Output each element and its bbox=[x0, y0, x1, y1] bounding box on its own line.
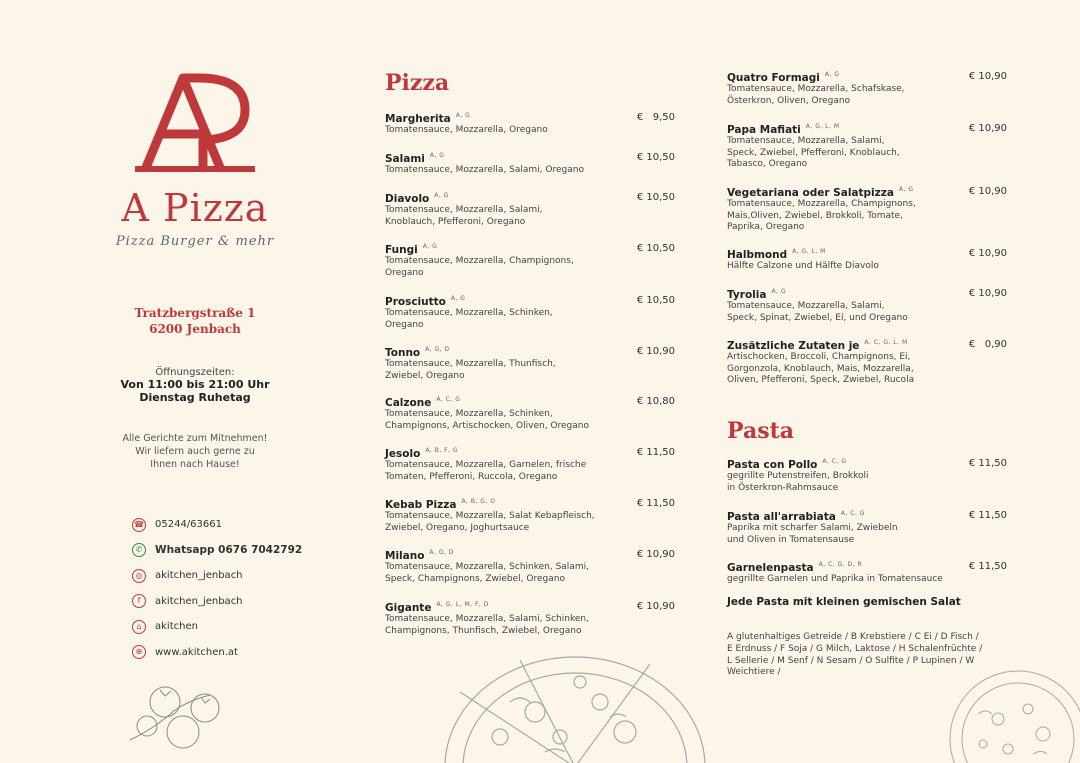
menu-item bbox=[727, 123, 1007, 171]
menu-item bbox=[385, 295, 675, 331]
allergen-codes: A, G, L, M bbox=[792, 248, 826, 255]
whatsapp-icon: ✆ bbox=[132, 543, 146, 557]
contact-text: www.akitchen.at bbox=[155, 646, 238, 658]
pizza-plate-sketch-icon bbox=[948, 664, 1080, 763]
contact-text: akitchen_jenbach bbox=[155, 570, 243, 582]
ap-monogram-logo bbox=[135, 70, 255, 180]
brand-tagline: Pizza Burger & mehr bbox=[115, 234, 275, 249]
allergen-codes: A, G bbox=[771, 288, 787, 295]
menu-item bbox=[385, 112, 675, 137]
allergen-codes: A, B, F, G bbox=[425, 447, 459, 454]
item-name: Papa Mafiati $^{A, G, L, M}$ bbox=[727, 123, 840, 136]
item-desc: gegrillte Garnelen und Paprika in Tomatensauce bbox=[727, 574, 943, 584]
item-price: € 11,50 bbox=[968, 561, 1007, 572]
item-desc: Tomatensauce, Mozzarella, Oregano bbox=[385, 125, 548, 135]
allergen-codes: A, G, D bbox=[429, 549, 454, 556]
contact-facebook[interactable] bbox=[132, 589, 332, 615]
item-price: € 9,50 bbox=[636, 112, 675, 123]
allergen-codes: A, G, L, M, F, D bbox=[436, 601, 489, 608]
item-name: Salami $^{A, G}$ bbox=[385, 152, 445, 165]
item-name: Pasta con Pollo $^{A, C, G}$ bbox=[727, 458, 847, 471]
item-price: € 10,50 bbox=[636, 192, 675, 203]
item-name: Jesolo $^{A, B, F, G}$ bbox=[385, 447, 459, 460]
takeaway-note bbox=[100, 432, 290, 471]
menu-item bbox=[385, 549, 675, 585]
item-desc: Hälfte Calzone und Hälfte Diavolo bbox=[727, 261, 879, 271]
allergen-codes: A, G bbox=[429, 152, 445, 159]
item-name: Fungi $^{A, G}$ bbox=[385, 243, 438, 256]
item-desc: gegrillte Putenstreifen, Brokkoli in Österkron-Rahmsauce bbox=[727, 471, 869, 493]
contact-instagram[interactable] bbox=[132, 563, 332, 589]
allergen-codes: A, C, G, D, R bbox=[818, 561, 863, 568]
item-name: Calzone $^{A, C, G}$ bbox=[385, 396, 461, 409]
contact-restaurant[interactable] bbox=[132, 614, 332, 640]
item-desc: Tomatensauce, Mozzarella, Champignons, Mais,Oliven, Zwiebel, Brokkoli, Tomate, Paprika, Oregano bbox=[727, 199, 916, 233]
allergen-codes: A, G bbox=[450, 295, 466, 302]
menu-item bbox=[385, 346, 675, 382]
item-desc: Tomatensauce, Mozzarella, Salat Kebapfleisch, Zwiebel, Oregano, Joghurtsauce bbox=[385, 511, 595, 533]
menu-item bbox=[385, 396, 675, 432]
item-price: € 11,50 bbox=[636, 498, 675, 509]
allergen-codes: A, G bbox=[434, 192, 449, 199]
contact-text: 05244/63661 bbox=[155, 519, 222, 531]
item-name: Tyrolia $^{A, G}$ bbox=[727, 288, 787, 301]
address-street: Tratzbergstraße 1 bbox=[134, 306, 256, 320]
item-name: Prosciutto $^{A, G}$ bbox=[385, 295, 466, 308]
menu-item bbox=[727, 248, 1007, 273]
item-name: Margherita $^{A, G}$ bbox=[385, 112, 471, 125]
item-name: Zusätzliche Zutaten je $^{A, C, G, L, M}$ bbox=[727, 339, 908, 352]
menu-item bbox=[727, 186, 1007, 234]
item-desc: Tomatensauce, Mozzarella, Salami, Oregano bbox=[385, 165, 584, 175]
menu-item bbox=[727, 339, 1007, 387]
contact-text: akitchen_jenbach bbox=[155, 595, 243, 607]
item-price: € 10,90 bbox=[636, 346, 675, 357]
item-price: € 10,50 bbox=[636, 243, 675, 254]
phone-icon: ☎ bbox=[132, 518, 146, 532]
item-desc: Tomatensauce, Mozzarella, Schafskase, Österkron, Oliven, Oregano bbox=[727, 84, 905, 106]
item-name: Halbmond $^{A, G, L, M}$ bbox=[727, 248, 826, 261]
item-name: Pasta all'arrabiata $^{A, C, G}$ bbox=[727, 510, 865, 523]
menu-item bbox=[385, 243, 675, 279]
item-desc: Tomatensauce, Mozzarella, Champignons, Oregano bbox=[385, 256, 574, 278]
allergen-codes: A, G bbox=[455, 112, 471, 119]
item-price: € 10,90 bbox=[968, 71, 1007, 82]
allergen-codes: A, G, D bbox=[425, 346, 450, 353]
item-price: € 10,90 bbox=[636, 601, 675, 612]
menu-item bbox=[385, 447, 675, 483]
address-city: 6200 Jenbach bbox=[149, 322, 241, 336]
allergen-codes: A, C, G, L, M bbox=[864, 339, 908, 346]
item-price: € 11,50 bbox=[968, 510, 1007, 521]
item-desc: Paprika mit scharfer Salami, Zwiebeln und Oliven in Tomatensause bbox=[727, 523, 898, 545]
allergen-codes: A, C, G bbox=[822, 458, 847, 465]
facebook-icon: f bbox=[132, 594, 146, 608]
contact-text: akitchen bbox=[155, 621, 198, 633]
item-price: € 10,90 bbox=[636, 549, 675, 560]
item-price: € 10,90 bbox=[968, 123, 1007, 134]
item-desc: Tomatensauce, Mozzarella, Salami, Knoblauch, Pfefferoni, Oregano bbox=[385, 205, 543, 227]
menu-item bbox=[727, 458, 1007, 494]
restaurant-icon: ⌂ bbox=[132, 620, 146, 634]
tomato-sketch-icon bbox=[125, 680, 230, 760]
menu-item bbox=[385, 601, 675, 637]
item-desc: Tomatensauce, Mozzarella, Schinken, Oregano bbox=[385, 308, 553, 330]
item-desc: Tomatensauce, Mozzarella, Salami, Speck, Spinat, Zwiebel, Ei, und Oregano bbox=[727, 301, 908, 323]
contact-whatsapp[interactable] bbox=[132, 538, 332, 564]
takeaway-line: Ihnen nach Hause! bbox=[150, 459, 240, 470]
item-price: € 10,90 bbox=[968, 186, 1007, 197]
item-desc: Tomatensauce, Mozzarella, Schinken, Champignons, Artischocken, Oliven, Oregano bbox=[385, 409, 589, 431]
pizza-sketch-icon bbox=[440, 642, 710, 763]
menu-item bbox=[385, 192, 675, 228]
item-price: € 10,80 bbox=[636, 396, 675, 407]
item-name: Diavolo $^{A, G}$ bbox=[385, 192, 449, 205]
item-price: € 10,90 bbox=[968, 288, 1007, 299]
brand-panel bbox=[100, 70, 290, 471]
allergen-codes: A, G bbox=[824, 71, 840, 78]
address bbox=[100, 305, 290, 337]
hours-label: Öffnungszeiten: bbox=[155, 367, 235, 378]
contact-list bbox=[132, 512, 332, 665]
allergen-legend: A glutenhaltiges Getreide / B Krebstiere / C Ei / D Fisch / E Erdnuss / F Soja / G Milch, Laktose / H Schalenfrüchte / L Sellerie / M Senf / N Sesam / O Sulfite / P Lupinen / W Weichtiere / bbox=[727, 632, 983, 678]
item-name: Gigante $^{A, G, L, M, F, D}$ bbox=[385, 601, 489, 614]
item-price: € 11,50 bbox=[636, 447, 675, 458]
item-desc: Tomatensauce, Mozzarella, Salami, Schinken, Champignons, Thunfisch, Zwiebel, Oregano bbox=[385, 614, 589, 636]
menu-item bbox=[727, 288, 1007, 324]
allergen-codes: A, C, G bbox=[840, 510, 865, 517]
contact-website[interactable] bbox=[132, 640, 332, 666]
item-name: Kebab Pizza $^{A, B, G, O}$ bbox=[385, 498, 496, 511]
allergen-codes: A, C, G bbox=[436, 396, 461, 403]
globe-icon: ⊕ bbox=[132, 645, 146, 659]
hours-time: Von 11:00 bis 21:00 Uhr bbox=[120, 378, 270, 391]
contact-text: Whatsapp 0676 7042792 bbox=[155, 544, 303, 557]
item-desc: Tomatensauce, Mozzarella, Thunfisch, Zwiebel, Oregano bbox=[385, 359, 556, 381]
item-price: € 10,90 bbox=[968, 248, 1007, 259]
item-name: Garnelenpasta $^{A, C, G, D, R}$ bbox=[727, 561, 863, 574]
brand-name: A Pizza bbox=[121, 186, 269, 230]
takeaway-line: Wir liefern auch gerne zu bbox=[135, 446, 255, 457]
item-price: € 11,50 bbox=[968, 458, 1007, 469]
item-desc: Tomatensauce, Mozzarella, Salami, Speck, Zwiebel, Pfefferoni, Knoblauch, Tabasco, Oregano bbox=[727, 136, 900, 170]
item-price: € 10,50 bbox=[636, 152, 675, 163]
item-price: € 10,50 bbox=[636, 295, 675, 306]
pasta-title: Pasta bbox=[727, 418, 795, 444]
item-desc: Artischocken, Broccoli, Champignons, Ei, Gorgonzola, Knoblauch, Mais, Mozzarella, Oliven, Pfefferoni, Speck, Zwiebel, Rucola bbox=[727, 352, 915, 386]
item-price: € 0,90 bbox=[968, 339, 1007, 350]
pasta-salad-note: Jede Pasta mit kleinen gemischen Salat bbox=[727, 596, 961, 608]
contact-phone[interactable] bbox=[132, 512, 332, 538]
allergen-codes: A, G bbox=[898, 186, 914, 193]
item-desc: Tomatensauce, Mozzarella, Schinken, Salami, Speck, Champignons, Zwiebel, Oregano bbox=[385, 562, 589, 584]
item-name: Tonno $^{A, G, D}$ bbox=[385, 346, 450, 359]
instagram-icon: ◎ bbox=[132, 569, 146, 583]
item-name: Vegetariana oder Salatpizza $^{A, G}$ bbox=[727, 186, 914, 199]
menu-item bbox=[727, 71, 1007, 107]
menu-item bbox=[727, 561, 1007, 586]
item-desc: Tomatensauce, Mozzarella, Garnelen, frische Tomaten, Pfefferoni, Ruccola, Oregano bbox=[385, 460, 587, 482]
allergen-codes: A, B, G, O bbox=[461, 498, 496, 505]
allergen-codes: A, G, L, M bbox=[805, 123, 840, 130]
item-name: Quatro Formagi $^{A, G}$ bbox=[727, 71, 840, 84]
menu-item bbox=[385, 152, 675, 177]
hours-closed: Dienstag Ruhetag bbox=[139, 391, 251, 404]
item-name: Milano $^{A, G, D}$ bbox=[385, 549, 454, 562]
menu-item bbox=[727, 510, 1007, 546]
menu-item bbox=[385, 498, 675, 534]
allergen-codes: A, G bbox=[422, 243, 438, 250]
pizza-title: Pizza bbox=[385, 70, 450, 96]
takeaway-line: Alle Gerichte zum Mitnehmen! bbox=[122, 433, 268, 444]
